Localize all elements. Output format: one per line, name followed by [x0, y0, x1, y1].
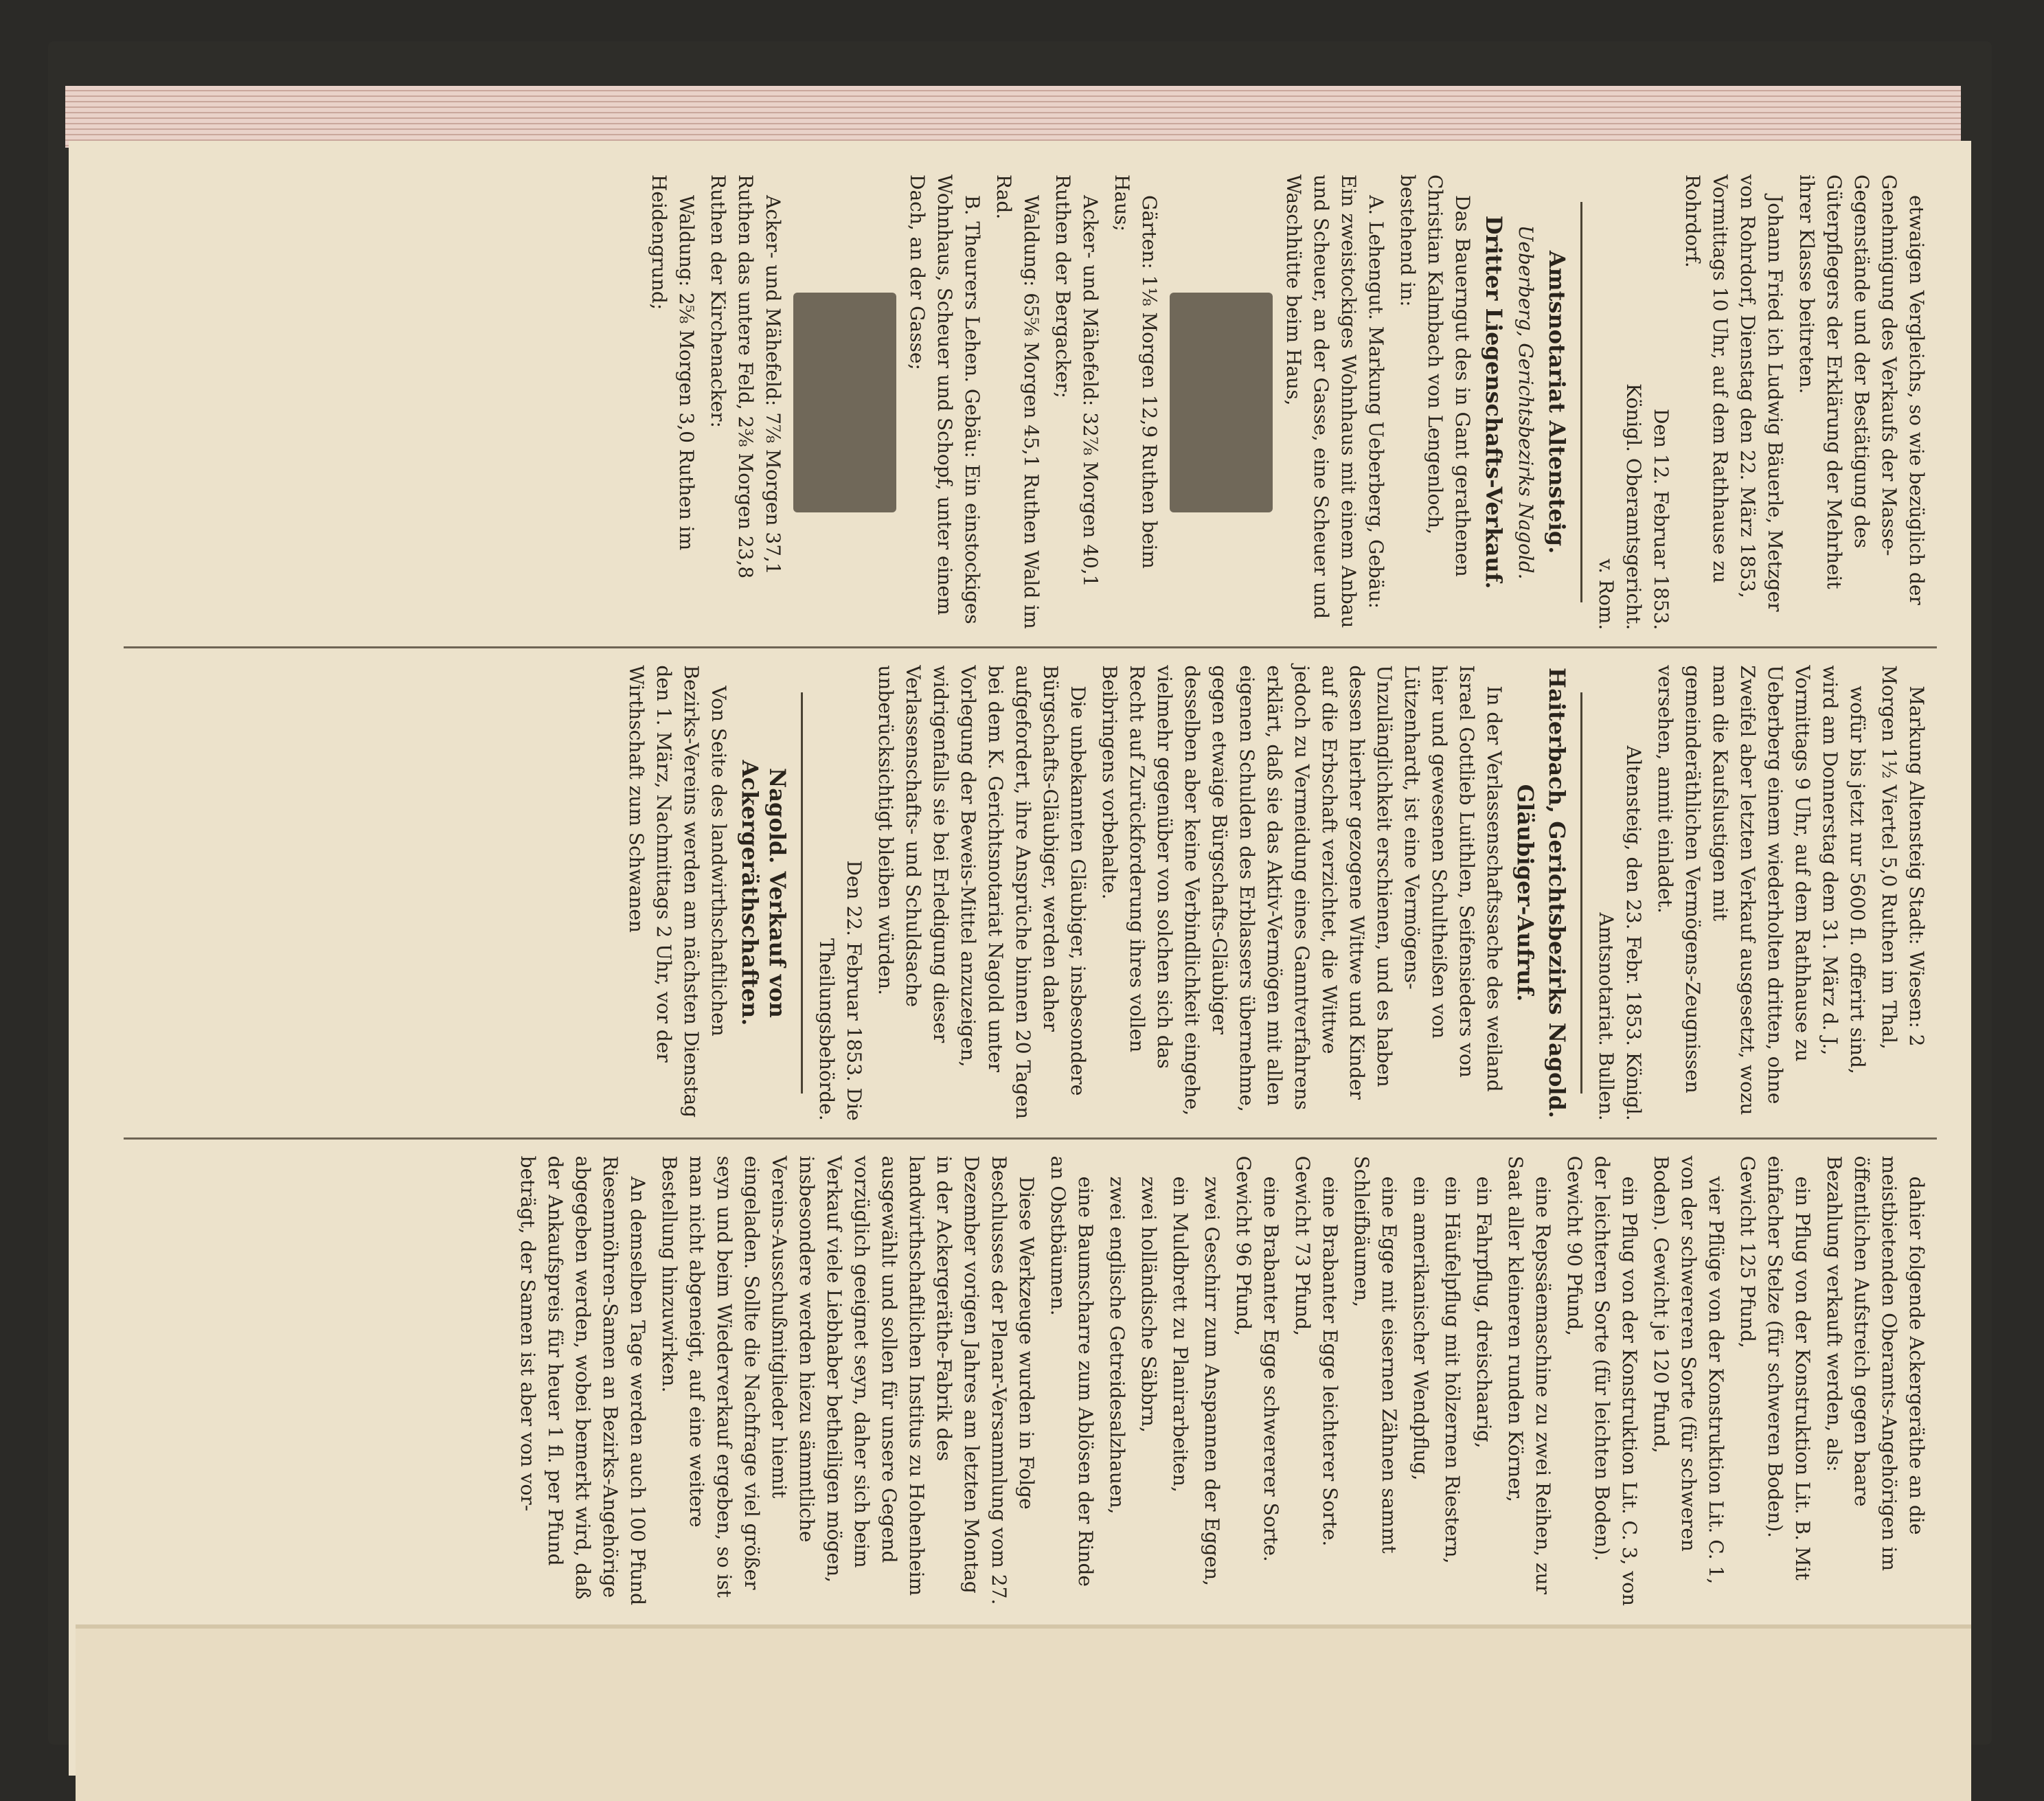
signature-name: v. Rom. — [1595, 558, 1617, 631]
paragraph: Gärten: 1⅛ Morgen 12,9 Ruthen beim Haus; — [1111, 174, 1161, 569]
paragraph: eine Egge mit eisernen Zähnen sammt Schleifbäumen, — [1350, 1155, 1400, 1554]
paragraph: Acker- und Mähefeld: 7⅞ Morgen 37,1 Ruthen das untere Feld, 2⅜ Morgen 23,8 Ruthen der Kirchenacker: — [707, 174, 784, 579]
woodcut-house-image — [793, 293, 896, 512]
paragraph: ein Muldbrett zu Planirarbeiten, — [1169, 1176, 1192, 1493]
paragraph: Waldung: 2⅝ Morgen 3,0 Ruthen im Heidengrund; — [648, 174, 698, 551]
paragraph: vier Pflüge von der Konstruktion Lit. C. 1, von der schwereren Sorte (für schweren Boden). Gewicht je 120 Pfund, — [1650, 1155, 1727, 1585]
notice-title: Gläubiger-Aufruf. — [1512, 784, 1538, 1002]
paragraph: B. Theurers Lehen. Gebäu: Ein einstockiges Wohnhaus, Scheuer und Schopf, unter einem Dach, an der Gasse; — [906, 174, 984, 624]
paragraph: Johann Fried ich Ludwig Bäuerle, Metzger von Rohrdorf, Dienstag den 22. März 1853, Vormittags 10 Uhr, auf dem Rathhause zu Rohrdorf. — [1681, 174, 1786, 612]
paragraph: Das Bauerngut des in Gant gerathenen Christian Kalmbach von Lengenloch, bestehend in: — [1396, 174, 1474, 577]
notice-title: Dritter Liegenschafts-Verkauf. — [1481, 215, 1507, 589]
paragraph: ein Pflug von der Konstruktion Lit. B. Mit einfacher Stelze (für schweren Boden). Gewicht 125 Pfund, — [1736, 1155, 1814, 1581]
divider — [1580, 692, 1582, 1093]
paragraph: ein Fahrpflug, dreischaarig, — [1473, 1176, 1495, 1449]
paragraph: Altensteig, den 23. Febr. 1853. Königl. Amtsnotariat. Bullen. — [1595, 745, 1645, 1121]
paragraph: zwei Geschirr zum Anspannen der Eggen, — [1201, 1176, 1223, 1587]
next-page-edge — [76, 1624, 1971, 1801]
notice-heading: Haiterbach, Gerichtsbezirks Nagold. — [1544, 667, 1570, 1119]
paragraph: zwei englische Getreidesalzhauen, — [1106, 1176, 1128, 1515]
rotated-text-block — [124, 158, 1937, 1628]
paragraph: wofür bis jetzt nur 5600 fl. offerirt sind, wird am Donnerstag dem 31. März d. J., Vormittags 9 Uhr, auf dem Rathhause zu Ueberberg einem wiederholten dritten, ohne Zweifel aber letzten Verkauf ausgesetzt, wozu man die Kaufslustigen mit gemeinderäthlichen Vermögens-Zeugnissen versehen, anmit einladet. — [1654, 665, 1869, 1115]
paragraph: eine Baumscharre zum Ablösen der Rinde an Obstbäumen. — [1047, 1155, 1097, 1587]
paragraph: etwaigen Vergleichs, so wie bezüglich der Genehmigung des Verkaufs der Masse-Gegenstände und der Bestätigung des Güterpflegers der Erklärung der Mehrheit ihrer Klasse beitreten. — [1795, 174, 1928, 605]
page-edges — [65, 86, 1961, 148]
paragraph: Den 22. Februar 1853. Die Theilungsbehörde. — [815, 860, 865, 1121]
column-1 — [124, 158, 1937, 648]
paragraph: An demselben Tage werden auch 100 Pfund Riesenmöhren-Samen an Bezirks-Angehörige abgegeben werden, wobei bemerkt wird, daß der Ankaufspreis für heuer 1 fl. per Pfund beträgt, der Samen ist aber von vor- — [516, 1155, 649, 1605]
paragraph: eine Repssäemaschine zu zwei Reihen, zur Saat aller kleineren runden Körner, — [1504, 1155, 1554, 1595]
notice-heading: Nagold. Verkauf von Ackergeräthschaften. — [737, 760, 791, 1026]
notice-subheading: Ueberberg, Gerichtsbezirks Nagold. — [1514, 225, 1537, 580]
woodcut-house-image — [1170, 293, 1273, 512]
paragraph: ein Pflug von der Konstruktion Lit. C. 3, von der leichteren Sorte (für leichten Boden). Gewicht 90 Pfund, — [1563, 1155, 1641, 1607]
paragraph: Von Seite des landwirthschaftlichen Bezirks-Vereins werden am nächsten Dienstag den 1. März, Nachmittags 2 Uhr, vor der Wirthschaft zum Schwanen — [625, 665, 730, 1118]
paragraph: ein Häufelpflug mit hölzernen Riestern, — [1441, 1176, 1464, 1564]
paragraph: Acker- und Mähefeld: 32⅞ Morgen 40,1 Ruthen der Bergacker; — [1052, 174, 1102, 587]
paragraph: dahier folgende Ackergeräthe an die meistbietenden Oberamts-Angehörigen im öffentlichen Aufstreich gegen baare Bezahlung verkauft werden, als: — [1823, 1155, 1928, 1572]
paragraph: Waldung: 65⅝ Morgen 45,1 Ruthen Wald im Rad. — [992, 174, 1043, 629]
paragraph: zwei holländische Säbbrn, — [1137, 1176, 1160, 1433]
column-3 — [124, 1140, 1937, 1628]
paragraph: In der Verlassenschaftssache des weiland Israel Gottlieb Luithlen, Seifensieders von hier und gewesenen Schultheißen von Lützenhardt, ist eine Vermögens-Unzulänglichkeit erschienen, und es haben dessen hierher gezogene Wittwe und Kinder auf die Erbschaft verzichtet, die Wittwe jedoch zu Vermeidung eines Ganntverfahrens erklärt, daß sie das Aktiv-Vermögen mit allen eigenen Schulden des Erblassers übernehme, gegen etwaige Bürgschafts-Gläubiger desselben aber keine Verbindlichkeit eingehe, vielmehr gegenüber von solchen sich das Recht auf Zurückforderung ihres vollen Beibringens vorbehalte. — [1098, 665, 1506, 1116]
signature-office: Königl. Oberamtsgericht. — [1622, 383, 1645, 631]
paragraph: A. Lehengut. Markung Ueberberg, Gebäu: Ein zweistockiges Wohnhaus mit einem Anbau und Scheuer, an der Gasse, eine Scheuer und Waschhütte beim Haus, — [1282, 174, 1387, 628]
paragraph: eine Brabanter Egge leichterer Sorte. Gewicht 73 Pfund, — [1291, 1155, 1341, 1547]
paragraph: Die unbekannten Gläubiger, insbesondere Bürgschafts-Gläubiger, werden daher aufgefordert, ihre Ansprüche binnen 20 Tagen bei dem K. Gerichtsnotariat Nagold unter Vorlegung der Beweis-Mittel anzuzeigen, widrigenfalls sie bei Erledigung dieser Verlassenschafts- und Schuldsache unberücksichtigt bleiben würden. — [874, 665, 1089, 1120]
divider — [1580, 202, 1582, 602]
paragraph: ein amerikanischer Wendpflug, — [1409, 1176, 1432, 1481]
paragraph: eine Brabanter Egge schwererer Sorte. Gewicht 96 Pfund, — [1232, 1155, 1282, 1562]
column-2 — [124, 648, 1937, 1139]
divider — [801, 692, 803, 1093]
paragraph: Diese Werkzeuge wurden in Folge Beschlusses der Plenar-Versammlung vom 27. Dezember vorigen Jahres am letzten Montag in der Ackergeräthe-Fabrik des landwirthschaftlichen Institus zu Hohenheim ausgewählt und sollen für unsere Gegend vorzüglich geeignet seyn, daher sich beim Verkauf viele Liebhaber betheiligen mögen, insbesondere werden hiezu sämmtliche Vereins-Ausschußmitglieder hiemit eingeladen. Sollte die Nachfrage viel größer seyn und beim Wiederverkauf ergeben, so ist man nicht abgeneigt, auf eine weitere Bestellung hinzuwirken. — [658, 1155, 1038, 1605]
paragraph: Markung Altensteig Stadt: Wiesen: 2 Morgen 1½ Viertel 5,0 Ruthen im Thal, — [1878, 665, 1928, 1050]
notice-heading: Amtsnotariat Altensteig. — [1544, 250, 1570, 554]
signature-date: Den 12. Februar 1853. — [1650, 409, 1672, 631]
